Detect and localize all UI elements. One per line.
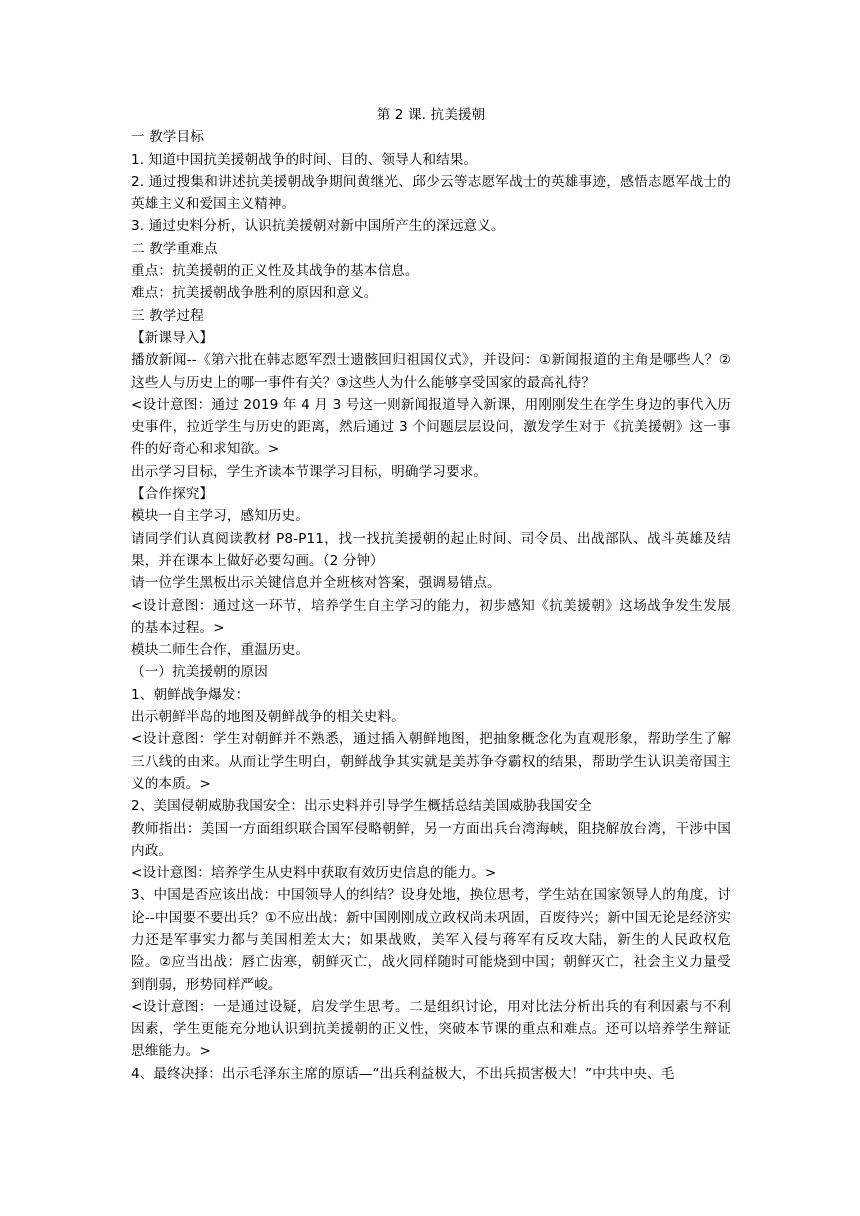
objective-item: 2. 通过搜集和讲述抗美援朝战争期间黄继光、邱少云等志愿军战士的英雄事迹，感悟志愿军战士的英雄主义和爱国主义精神。: [131, 173, 731, 213]
lesson-title: 第 2 课. 抗美援朝: [376, 107, 486, 123]
section-heading: 一 教学目标: [131, 129, 204, 146]
key-point: 重点：抗美援朝的正义性及其战争的基本信息。: [131, 263, 419, 280]
point-heading: 4、最终决择：出示毛泽东主席的原话—“出兵利益极大，不出兵损害极大！”中共中央、毛: [131, 1065, 675, 1082]
document-body: [131, 104, 731, 1085]
paragraph: 请同学们认真阅读教材 P8-P11，找一找抗美援朝的起止时间、司令员、出战部队、战斗英雄及结果，并在课本上做好必要勾画。（2 分钟）: [131, 530, 731, 569]
point-heading: 2、美国侵朝威胁我国安全：出示史料并引导学生概括总结美国威胁我国安全: [131, 798, 592, 815]
point-heading: 3、中国是否应该出战：中国领导人的纠结？设身处地，换位思考，学生站在国家领导人的角度，讨论--中国要不要出兵？①不应出战：新中国刚刚成立政权尚未巩固，百废待兴；新中国无论是经济实力还是军事实力都与美国相差太大；如果战败，美军入侵与蒋军有反攻大陆，新生的人民政权危险。②应当出战：唇亡齿寒，朝鲜灭亡，战火同样随时可能烧到中国；朝鲜灭亡，社会主义力量受到削弱，形势同样严峻。: [131, 887, 731, 993]
topic-heading: （一）抗美援朝的原因: [131, 664, 268, 681]
paragraph: 出示朝鲜半岛的地图及朝鲜战争的相关史料。: [131, 709, 405, 726]
section-heading: 二 教学重难点: [131, 240, 218, 257]
subsection-heading: 【新课导入】: [131, 329, 214, 346]
paragraph: 播放新闻--《第六批在韩志愿军烈士遗骸回归祖国仪式》，并设问：①新闻报道的主角是哪些人？②这些人与历史上的哪一事件有关？③这些人为什么能够享受国家的最高礼待？: [131, 352, 731, 391]
module-heading: 模块二师生合作，重温历史。: [131, 642, 310, 659]
objective-item: 1. 知道中国抗美援朝战争的时间、目的、领导人和结果。: [131, 151, 478, 168]
point-heading: 1、朝鲜战争爆发：: [131, 686, 250, 703]
design-intent: <设计意图：培养学生从史料中获取有效历史信息的能力。>: [131, 865, 497, 882]
difficult-point: 难点：抗美援朝战争胜利的原因和意义。: [131, 285, 378, 302]
paragraph: 请一位学生黑板出示关键信息并全班核对答案，强调易错点。: [131, 575, 501, 592]
paragraph: 出示学习目标，学生齐读本节课学习目标，明确学习要求。: [131, 463, 488, 480]
design-intent: <设计意图：通过 2019 年 4 月 3 号这一则新闻报道导入新课，用刚刚发生在学生身边的事代入历史事件，拉近学生与历史的距离，然后通过 3 个问题层层设问，激发学生对于《抗美援朝》这一事件的好奇心和求知欲。>: [131, 396, 731, 458]
subsection-heading: 【合作探究】: [131, 486, 214, 503]
design-intent: <设计意图：通过这一环节，培养学生自主学习的能力，初步感知《抗美援朝》这场战争发生发展的基本过程。>: [131, 597, 731, 636]
section-heading: 三 教学过程: [131, 307, 204, 324]
design-intent: <设计意图：一是通过设疑，启发学生思考。二是组织讨论，用对比法分析出兵的有利因素与不利因素，学生更能充分地认识到抗美援朝的正义性，突破本节课的重点和难点。还可以培养学生辩证思维能力。>: [131, 998, 731, 1060]
module-heading: 模块一自主学习，感知历史。: [131, 508, 310, 525]
design-intent: <设计意图：学生对朝鲜并不熟悉，通过插入朝鲜地图，把抽象概念化为直观形象，帮助学生了解三八线的由来。从而让学生明白，朝鲜战争其实就是美苏争夺霸权的结果，帮助学生认识美帝国主义的本质。>: [131, 731, 731, 792]
objective-item: 3. 通过史料分析，认识抗美援朝对新中国所产生的深远意义。: [131, 218, 505, 235]
paragraph: 教师指出：美国一方面组织联合国军侵略朝鲜，另一方面出兵台湾海峡，阻挠解放台湾，干涉中国内政。: [131, 820, 731, 859]
